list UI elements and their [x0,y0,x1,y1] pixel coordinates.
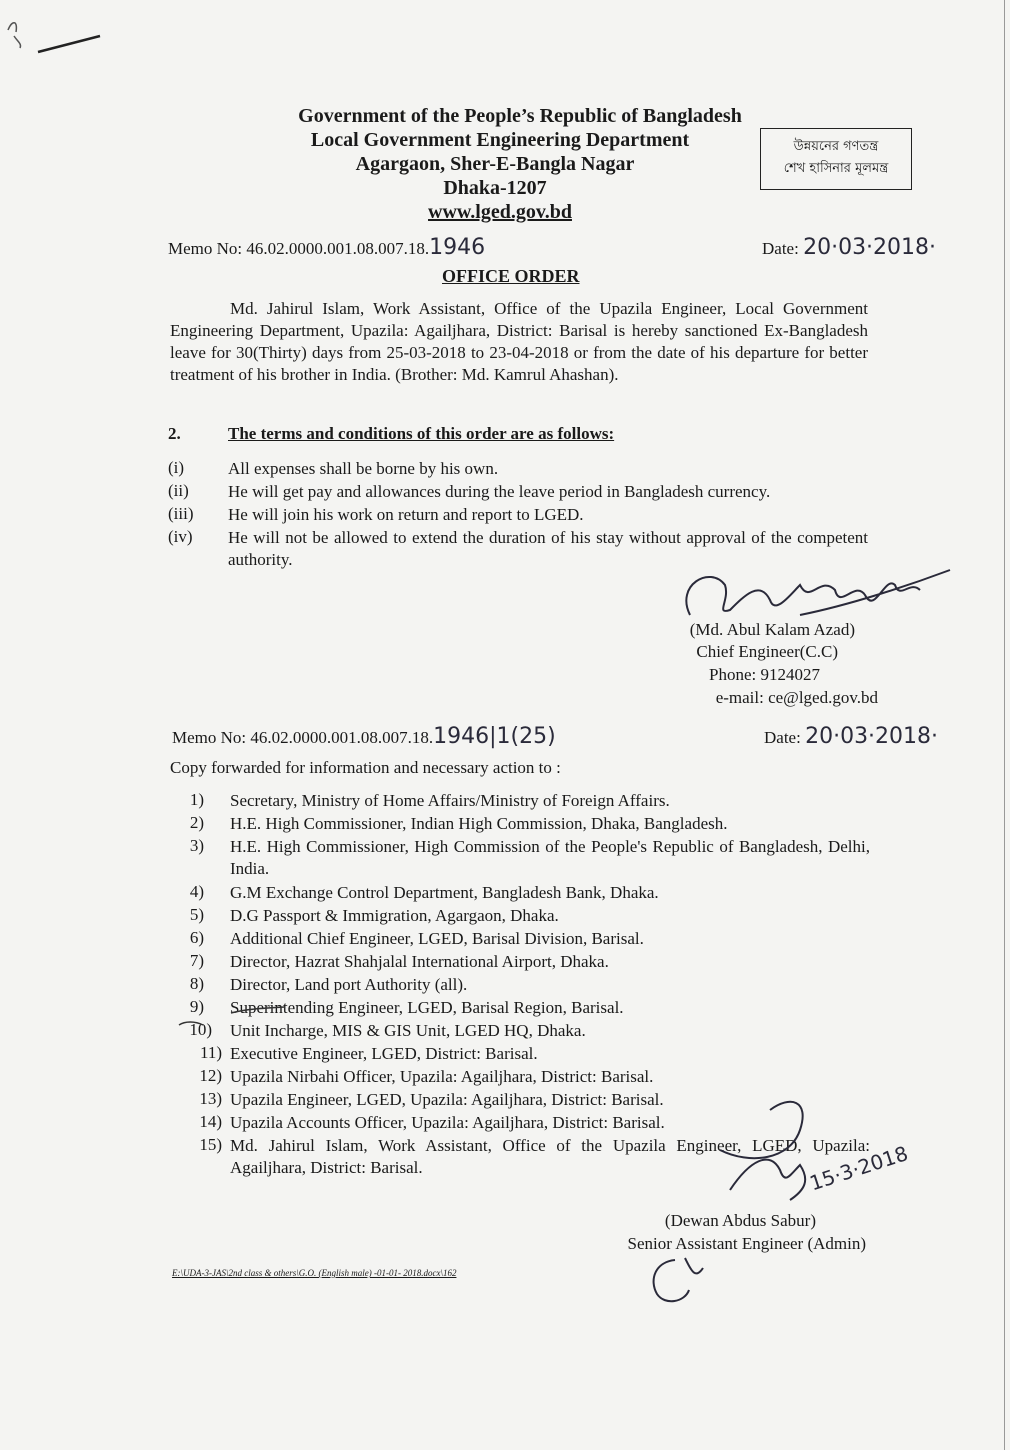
handwritten-initial-mark [645,1250,715,1310]
recipient-num: 10) [189,1020,212,1039]
term-num-4: (iv) [168,527,193,546]
term-num-2: (ii) [168,481,189,500]
term-text-3: He will join his work on return and report to LGED. [228,505,584,524]
recipient-text: Additional Chief Engineer, LGED, Barisal Division, Barisal. [230,929,644,948]
slogan-box [760,128,912,190]
recipient-num: 8) [189,974,204,993]
header-department: Local Government Engineering Department [310,129,690,151]
date-handwritten: 20·03·2018· [803,235,937,260]
order-paragraph: Md. Jahirul Islam, Work Assistant, Office of the Upazila Engineer, Local Government Engineering Department, Upazila: Agailjhara, District: Barisal is hereby sanctioned Ex-Bangladesh leave for 30(Thirty) days from 25-03-2018 to 23-04-2018 or from the date of his departure for better treatment of his brother in India. (Brother: Md. Kamrul Ahashan). [170,299,868,384]
recipient-num: 13) [199,1089,222,1108]
recipient-num: 1) [189,790,204,809]
header-website: www.lged.gov.bd [428,201,572,223]
recipient-num: 3) [189,836,204,855]
recipient-text: H.E. High Commissioner, High Commission of the People's Republic of Bangladesh, Delhi, India. [230,837,870,878]
recipient-num: 9) [189,997,204,1016]
memo-date-2 [764,724,938,749]
recipient-text: G.M Exchange Control Department, Bangladesh Bank, Dhaka. [230,883,659,902]
date-handwritten-2: 20·03·2018· [805,724,939,749]
memo-number-2 [172,724,556,749]
page-edge-line [1004,0,1005,1450]
signature-senior-assistant-engineer [690,1090,920,1220]
recipient-text: D.G Passport & Immigration, Agargaon, Dhaka. [230,906,559,925]
recipient-num: 7) [189,951,204,970]
memo-prefix-2: Memo No: 46.02.0000.001.08.007.18. [172,728,434,747]
signatory-1-name: (Md. Abul Kalam Azad) [689,620,855,639]
recipient-num: 2) [189,813,204,832]
recipient-num: 4) [189,882,204,901]
memo-number-1 [168,235,485,260]
section-number: 2. [168,424,181,443]
recipient-num: 15) [199,1135,222,1154]
recipient-text: Unit Incharge, MIS & GIS Unit, LGED HQ, Dhaka. [230,1021,586,1040]
recipient-text: Director, Hazrat Shahjalal International Airport, Dhaka. [230,952,609,971]
signatory-1-email: e-mail: ce@lged.gov.bd [715,688,878,707]
recipient-text: H.E. High Commissioner, Indian High Commission, Dhaka, Bangladesh. [230,814,728,833]
recipient-text: Executive Engineer, LGED, District: Barisal. [230,1044,538,1063]
header-address: Agargaon, Sher-E-Bangla Nagar [355,153,635,175]
recipient-text: Director, Land port Authority (all). [230,975,468,994]
memo-prefix: Memo No: 46.02.0000.001.08.007.18. [168,239,430,258]
header-city: Dhaka-1207 [443,177,547,199]
slogan-line-2: শেখ হাসিনার মূলমন্ত্র [783,161,889,176]
recipient-text: Md. Jahirul Islam, Work Assistant, Office of the Upazila Engineer, LGED, Upazila: Agailjhara, District: Barisal. [230,1136,870,1177]
recipient-num: 6) [189,928,204,947]
date-label: Date: [762,239,799,258]
recipient-num: 11) [199,1043,222,1062]
recipient-text: Secretary, Ministry of Home Affairs/Ministry of Foreign Affairs. [230,791,670,810]
memo-date-1 [762,235,936,260]
signatory-1-phone: Phone: 9124027 [709,665,820,684]
signatory-1-designation: Chief Engineer(C.C) [696,642,838,661]
term-text-2: He will get pay and allowances during the leave period in Bangladesh currency. [228,482,771,501]
signature-handwritten-date: 15·3·2018 [806,1141,911,1196]
office-order-title: OFFICE ORDER [442,266,580,286]
header-government: Government of the People’s Republic of Bangladesh [298,105,742,127]
terms-heading: The terms and conditions of this order are as follows: [228,424,615,443]
term-text-1: All expenses shall be borne by his own. [228,459,499,478]
recipient-num: 14) [199,1112,222,1131]
recipient-text: Upazila Engineer, LGED, Upazila: Agailjhara, District: Barisal. [230,1090,664,1109]
term-num-1: (i) [168,458,185,477]
memo-handwritten-number: 1946 [429,235,486,260]
recipient-text: Upazila Nirbahi Officer, Upazila: Agailjhara, District: Barisal. [230,1067,654,1086]
memo-handwritten-number-2: 1946|1(25) [433,724,556,749]
corner-handwritten-mark [0,0,120,70]
term-num-3: (iii) [168,504,194,523]
signatory-2-name: (Dewan Abdus Sabur) [664,1211,816,1230]
date-label-2: Date: [764,728,801,747]
slogan-line-1: উন্নয়নের গণতন্ত্র [793,139,879,154]
term-text-4: He will not be allowed to extend the duration of his stay without approval of the competent authority. [228,528,868,569]
handwritten-strike-marks [175,995,335,1045]
recipient-text: Superintending Engineer, LGED, Barisal Region, Barisal. [230,998,624,1017]
copy-forward-text: Copy forwarded for information and necessary action to : [170,758,561,777]
recipient-num: 5) [189,905,204,924]
recipient-num: 12) [199,1066,222,1085]
footer-file-path: E:\UDA-3-JAS\2nd class & others\G.O. (English male) -01-01- 2018.docx\162 [172,1268,457,1278]
signatory-2-designation: Senior Assistant Engineer (Admin) [627,1234,866,1253]
recipient-text: Upazila Accounts Officer, Upazila: Agailjhara, District: Barisal. [230,1113,665,1132]
